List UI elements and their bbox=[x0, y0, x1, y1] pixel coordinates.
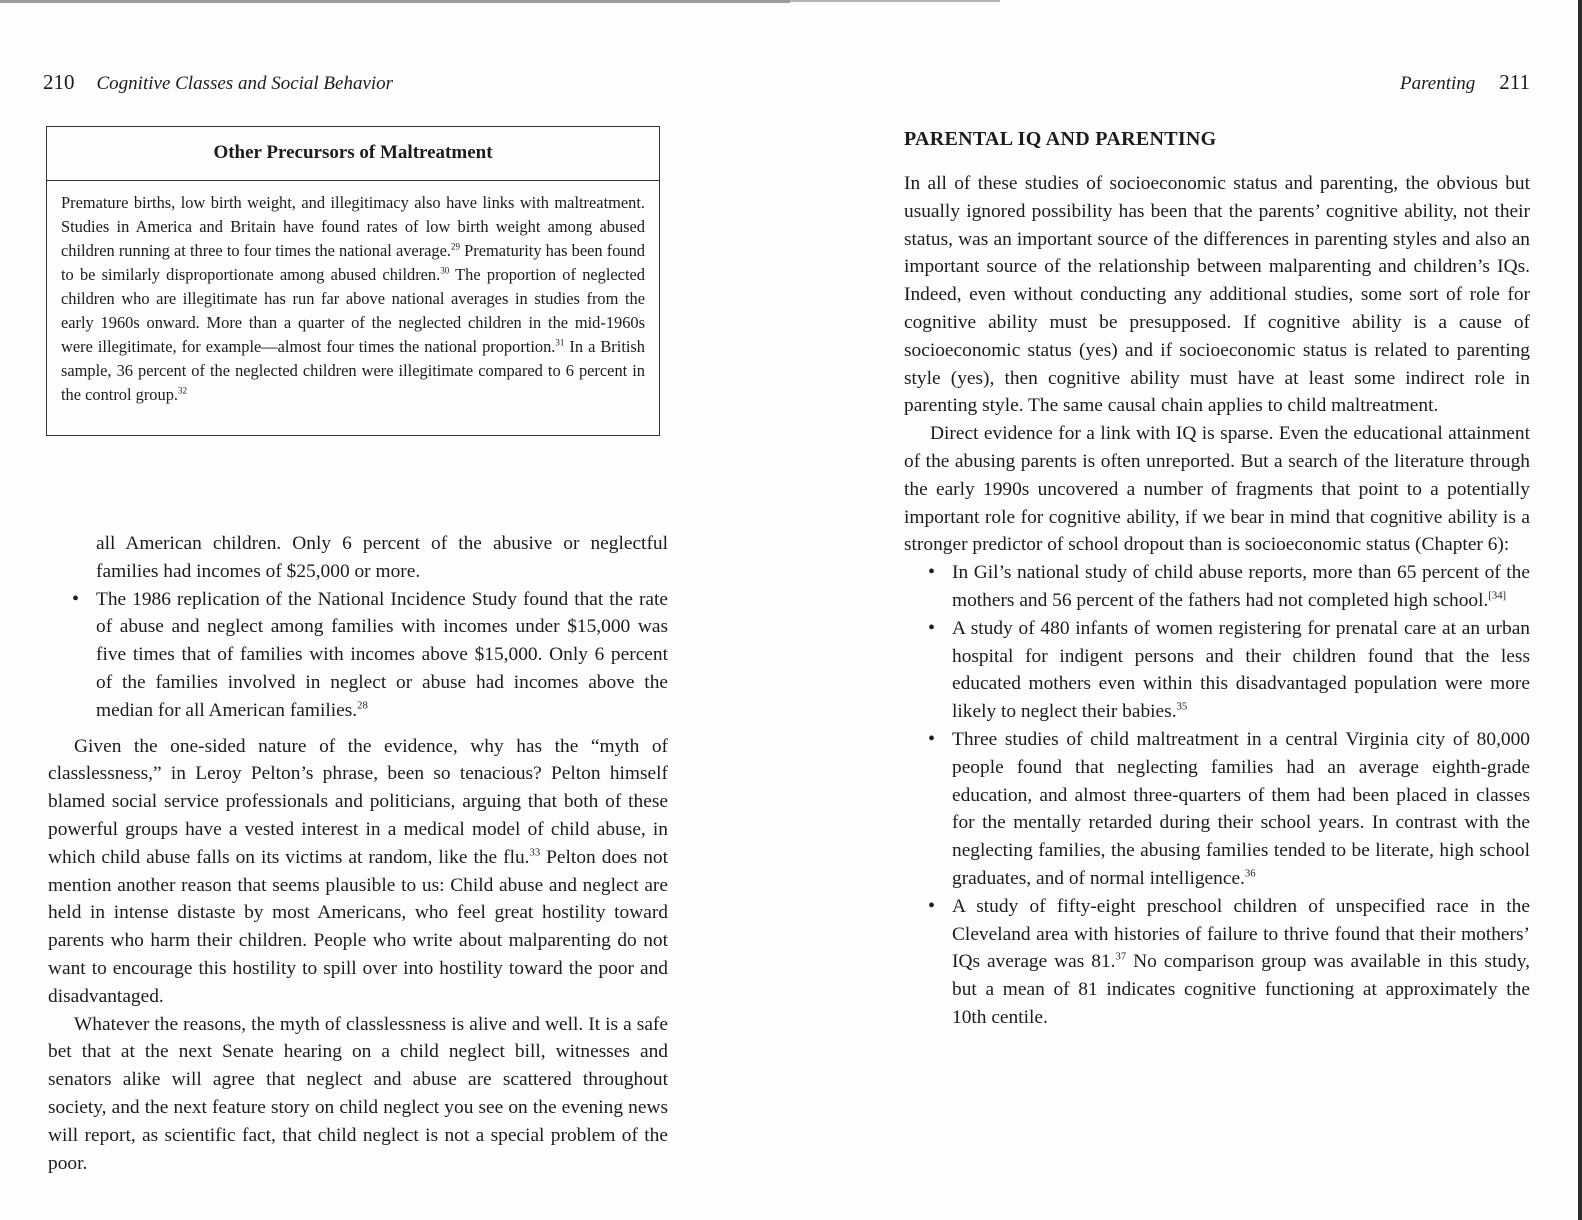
list-item-text: A study of fifty-eight preschool children of unspecified race in the Cleveland area with histories of failure to thrive found that their mothers’ IQs average was 81. bbox=[952, 895, 1530, 973]
list-item bbox=[904, 893, 1530, 1032]
sidebar-title: Other Precursors of Maltreatment bbox=[47, 127, 659, 181]
sidebar-text: In a British sample, 36 percent of the neglected children were illegitimate compared to 6 percent in the control group. bbox=[61, 337, 645, 404]
paragraph: In all of these studies of socioeconomic status and parenting, the obvious but usually ignored possibility has been that the parents’ cognitive ability, not their status, was an important source of the differences in parenting styles and also an important source of the relationship between malparenting and children’s IQs. Indeed, even without conducting any additional studies, some sort of role for cognitive ability must be presupposed. If cognitive ability is a cause of socioeconomic status (yes) and if socioeconomic status is related to parenting style (yes), then cognitive ability must have at least some indirect role in parenting style. The same causal chain applies to child maltreatment. bbox=[904, 173, 1530, 417]
list-item-text: Three studies of child maltreatment in a central Virginia city of 80,000 people found that neglecting families had an average eighth-grade education, and almost three-quarters of them had been placed in classes for the mentally retarded during their school years. In contrast with the neglecting families, the abusing families tended to be literate, high school graduates, and of normal intelligence. bbox=[952, 728, 1530, 889]
footnote-ref: 30 bbox=[440, 265, 450, 276]
footnote-ref: 36 bbox=[1244, 867, 1256, 880]
sidebar-text: Premature births, low birth weight, and illegitimacy also have links with maltreatment. Studies in America and Britain have found rates of low birth weight among abused children running at three to four times the national average. bbox=[61, 193, 645, 260]
right-body bbox=[904, 170, 1530, 1032]
footnote-ref: 29 bbox=[451, 241, 461, 252]
right-page-number: 211 bbox=[1499, 70, 1530, 94]
right-running-title: Parenting bbox=[1399, 73, 1476, 94]
list-item-text: The 1986 replication of the National Incidence Study found that the rate of abuse and neglect among families with incomes under $15,000 was five times that of families with incomes above $15,000. Only 6 percent of the families involved in neglect or abuse had incomes above the median for all American families. bbox=[96, 588, 668, 721]
footnote-ref: 32 bbox=[177, 385, 187, 396]
section-heading: PARENTAL IQ AND PARENTING bbox=[904, 128, 1217, 150]
footnote-ref: 31 bbox=[555, 337, 565, 348]
left-running-head bbox=[43, 70, 393, 95]
list-item-text: A study of 480 infants of women registering for prenatal care at an urban hospital for indigent persons and their children found that the less educated mothers even within this disadvantaged population were more likely to neglect their babies. bbox=[952, 617, 1530, 723]
paragraph bbox=[48, 733, 668, 1011]
footnote-ref: 37 bbox=[1115, 950, 1127, 963]
left-bullet-list bbox=[48, 586, 668, 725]
continued-bullet-text: all American children. Only 6 percent of the abusive or neglectful families had incomes of $25,000 or more. bbox=[96, 533, 668, 582]
list-item-text: No comparison group was available in this study, but a mean of 81 indicates cognitive functioning at approximately the 10th centile. bbox=[952, 951, 1531, 1028]
list-item bbox=[904, 726, 1530, 893]
paragraph: Whatever the reasons, the myth of classlessness is alive and well. It is a safe bet that at the next Senate hearing on a child neglect bill, witnesses and senators alike will agree that neglect and abuse are scattered throughout society, and the next feature story on child neglect you see on the evening news will report, as scientific fact, that child neglect is not a special problem of the poor. bbox=[48, 1013, 668, 1174]
footnote-ref: [34] bbox=[1488, 589, 1507, 602]
list-item bbox=[48, 586, 668, 725]
list-item bbox=[904, 559, 1530, 615]
footnote-ref: 35 bbox=[1176, 700, 1188, 713]
right-running-head bbox=[1400, 70, 1530, 95]
paragraph-text: Pelton does not mention another reason that seems plausible to us: Child abuse and neglect are held in intense distaste by most Americans, who feel great hostility toward parents who harm their children. People who write about malparenting do not want to encourage this hostility to spill over into hostility toward the poor and disadvantaged. bbox=[48, 846, 668, 1007]
paragraph-text: Given the one-sided nature of the evidence, why has the “myth of classlessness,” in Leroy Pelton’s phrase, been so tenacious? Pelton himself blamed social service professionals and politicians, arguing that both of these powerful groups have a vested interest in a medical model of child abuse, in which child abuse falls on its victims at random, like the flu. bbox=[48, 735, 668, 868]
sidebar-text: Prematurity has been found to be similarly disproportionate among abused children. bbox=[61, 241, 646, 284]
left-page-number: 210 bbox=[43, 70, 75, 94]
sidebar-body bbox=[47, 181, 659, 407]
footnote-ref: 28 bbox=[357, 699, 368, 712]
list-item-text: In Gil’s national study of child abuse reports, more than 65 percent of the mothers and 56 percent of the fathers had not completed high school. bbox=[952, 562, 1530, 611]
list-item bbox=[904, 615, 1530, 726]
right-bullet-list bbox=[904, 559, 1530, 1032]
paragraph: Direct evidence for a link with IQ is sparse. Even the educational attainment of the abusing parents is often unreported. But a search of the literature through the early 1990s uncovered a number of fragments that point to a potentially important role for cognitive ability, if we bear in mind that cognitive ability is a stronger predictor of school dropout than is socioeconomic status (Chapter 6): bbox=[904, 423, 1530, 556]
sidebar-text: The proportion of neglected children who are illegitimate has run far above national averages in studies from the early 1960s onward. More than a quarter of the neglected children in the mid-1960s were illegitimate, for example—almost four times the national proportion. bbox=[61, 265, 645, 356]
left-page bbox=[0, 0, 790, 1220]
left-running-title: Cognitive Classes and Social Behavior bbox=[96, 73, 394, 94]
left-body bbox=[48, 530, 668, 1177]
sidebar-box bbox=[46, 126, 660, 436]
footnote-ref: 33 bbox=[529, 846, 541, 859]
